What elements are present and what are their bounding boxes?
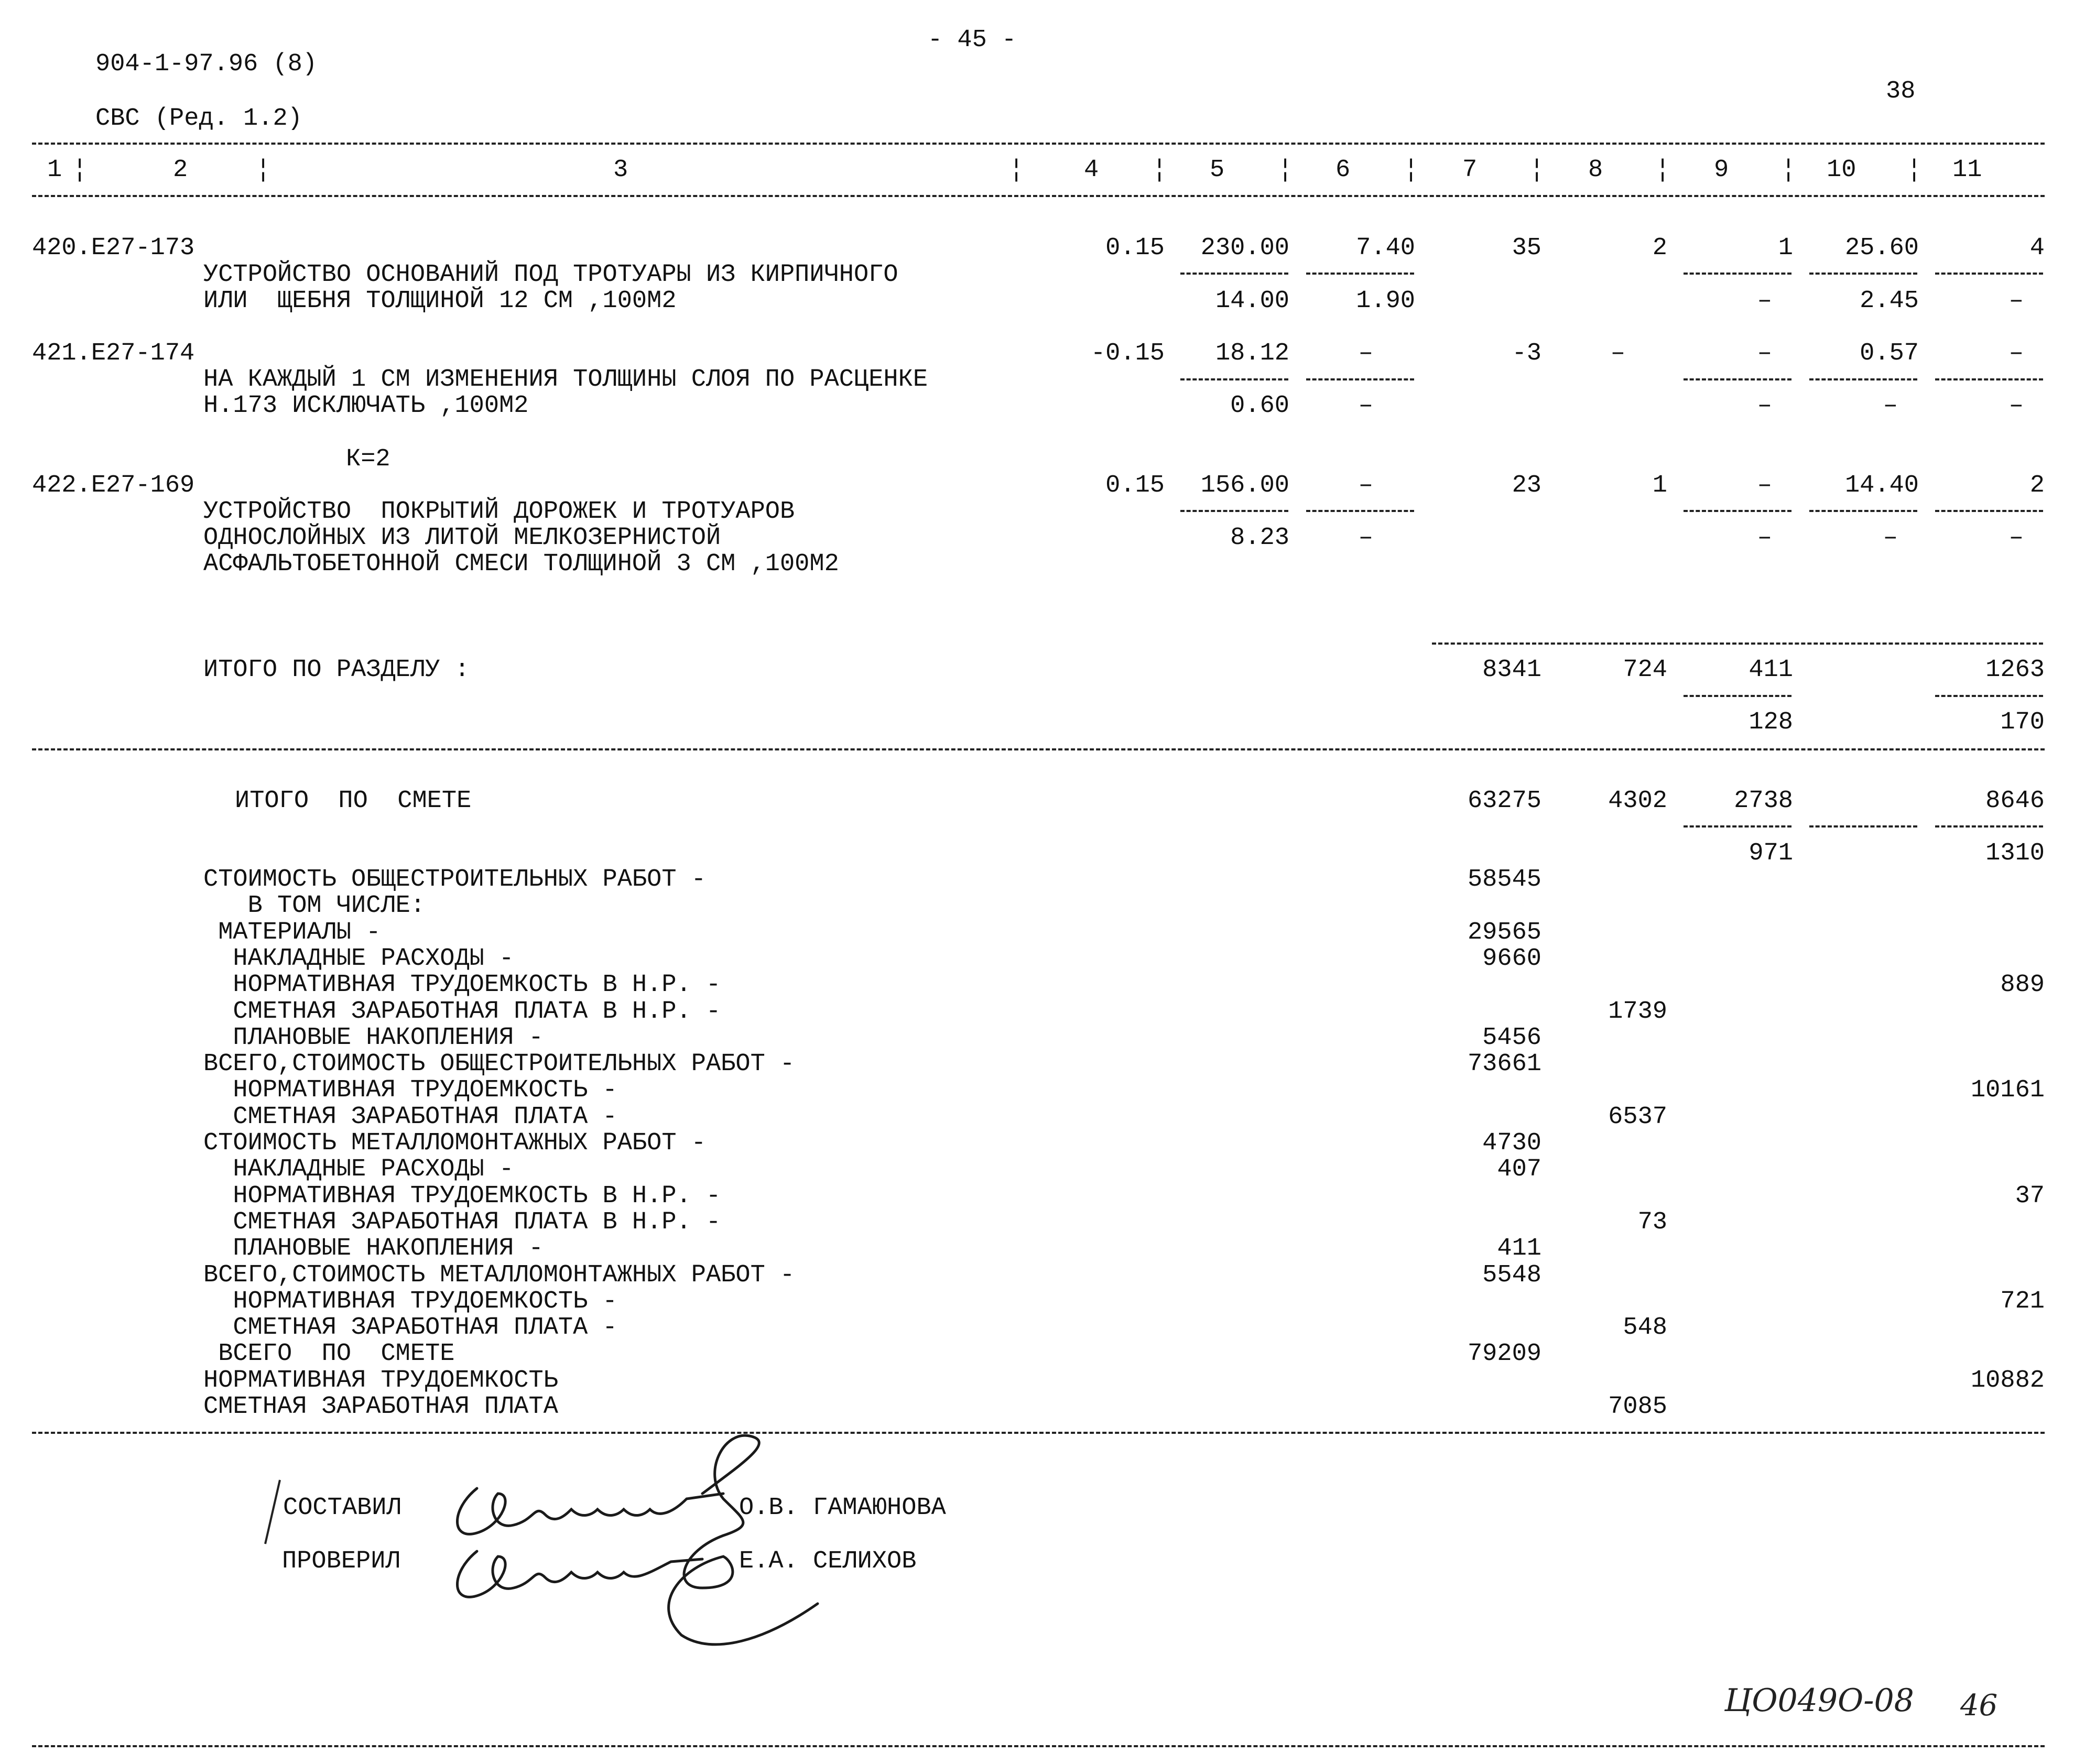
- summary-cell-c8: 6537: [1608, 1103, 1667, 1131]
- summary-label: ВСЕГО,СТОИМОСТЬ МЕТАЛЛОМОНТАЖНЫХ РАБОТ -: [203, 1261, 795, 1289]
- summary-label: СМЕТНАЯ ЗАРАБОТНАЯ ПЛАТА В Н.Р. -: [203, 998, 721, 1026]
- col-1: 1: [47, 156, 62, 184]
- col-11: 11: [1952, 156, 1982, 184]
- row-desc-line: ОДНОСЛОЙНЫХ ИЗ ЛИТОЙ МЕЛКОЗЕРНИСТОЙ: [203, 524, 721, 552]
- cell-c11b: 170: [2000, 709, 2045, 736]
- section-total-label: ИТОГО ПО РАЗДЕЛУ :: [203, 656, 470, 684]
- summary-cell-c7: 5456: [1482, 1024, 1541, 1052]
- col-9: 9: [1714, 156, 1729, 184]
- cell-c9: 1: [1778, 234, 1793, 262]
- summary-cell-c7: 5548: [1482, 1261, 1541, 1289]
- signature-image: [430, 1431, 828, 1656]
- cell-c7: 8341: [1482, 656, 1541, 684]
- signature-slash: [262, 1478, 283, 1546]
- summary-cell-c11: 10882: [1970, 1367, 2045, 1395]
- col-sep: ¦: [1655, 156, 1670, 184]
- col-10: 10: [1827, 156, 1856, 184]
- summary-label: ПЛАНОВЫЕ НАКОПЛЕНИЯ -: [203, 1235, 544, 1262]
- summary-label: СМЕТНАЯ ЗАРАБОТНАЯ ПЛАТА: [203, 1393, 558, 1421]
- header-rule-bottom: [32, 195, 2045, 197]
- col-sep: ¦: [1152, 156, 1167, 184]
- row-code: 420.Е27-173: [32, 234, 195, 262]
- footer-rule: [32, 1745, 2045, 1747]
- summary-rule: [32, 1432, 2045, 1434]
- summary-cell-c8: 1739: [1608, 998, 1667, 1026]
- cell-c9b: 971: [1749, 840, 1793, 867]
- coefficient-note: К=2: [346, 445, 390, 473]
- cell-c10: 14.40: [1844, 472, 1919, 499]
- cell-c9: 2738: [1734, 787, 1793, 815]
- document-code: 904-1-97.96 (8): [95, 50, 318, 78]
- cell-c7: 35: [1512, 234, 1541, 262]
- cell-c6b: 1.90: [1356, 287, 1415, 315]
- cell-c8: –: [1610, 340, 1625, 367]
- summary-cell-c7: 79209: [1467, 1340, 1541, 1368]
- row-code: 421.Е27-174: [32, 340, 195, 367]
- cell-c5b: 8.23: [1230, 524, 1289, 552]
- summary-label: В ТОМ ЧИСЛЕ:: [203, 892, 426, 920]
- cell-c4: 0.15: [1105, 234, 1165, 262]
- summary-cell-c11: 721: [2000, 1288, 2045, 1315]
- summary-cell-c7: 411: [1497, 1235, 1541, 1262]
- cell-c5b: 14.00: [1215, 287, 1289, 315]
- cell-c10b: –: [1883, 524, 1898, 552]
- col-sep: ¦: [1907, 156, 1922, 184]
- cell-c4: 0.15: [1105, 472, 1165, 499]
- summary-cell-c11: 889: [2000, 971, 2045, 999]
- summary-label: НОРМАТИВНАЯ ТРУДОЕМКОСТЬ: [203, 1367, 558, 1395]
- summary-cell-c7: 73661: [1467, 1050, 1541, 1078]
- cell-c8: 2: [1652, 234, 1667, 262]
- cell-c9: 411: [1749, 656, 1793, 684]
- summary-label: СМЕТНАЯ ЗАРАБОТНАЯ ПЛАТА -: [203, 1314, 617, 1342]
- cell-c11b: –: [2008, 524, 2024, 552]
- row-code: 422.Е27-169: [32, 472, 195, 499]
- cell-c11: –: [2008, 340, 2024, 367]
- col-2: 2: [173, 156, 188, 184]
- summary-label: НАКЛАДНЫЕ РАСХОДЫ -: [203, 1156, 514, 1183]
- cell-c11: 4: [2029, 234, 2045, 262]
- cell-c6b: –: [1358, 392, 1373, 420]
- col-8: 8: [1588, 156, 1603, 184]
- summary-label: НОРМАТИВНАЯ ТРУДОЕМКОСТЬ -: [203, 1076, 617, 1104]
- cell-c8: 724: [1623, 656, 1667, 684]
- col-5: 5: [1210, 156, 1225, 184]
- summary-label: МАТЕРИАЛЫ -: [203, 919, 381, 946]
- cell-c5: 18.12: [1215, 340, 1289, 367]
- cell-c8: 1: [1652, 472, 1667, 499]
- col-sep: ¦: [1404, 156, 1419, 184]
- cell-c11b: –: [2008, 392, 2024, 420]
- summary-cell-c8: 7085: [1608, 1393, 1667, 1421]
- page-number: - 45 -: [928, 26, 1017, 54]
- cell-c11: 2: [2029, 472, 2045, 499]
- summary-label: НОРМАТИВНАЯ ТРУДОЕМКОСТЬ В Н.Р. -: [203, 971, 721, 999]
- summary-cell-c7: 58545: [1467, 866, 1541, 894]
- cell-c11: 1263: [1985, 656, 2045, 684]
- estimate-total-label: ИТОГО ПО СМЕТЕ: [235, 787, 472, 815]
- col-sep: ¦: [256, 156, 271, 184]
- cell-c10b: –: [1883, 392, 1898, 420]
- header-rule-top: [32, 143, 2045, 145]
- summary-label: НОРМАТИВНАЯ ТРУДОЕМКОСТЬ -: [203, 1288, 617, 1315]
- summary-label: СМЕТНАЯ ЗАРАБОТНАЯ ПЛАТА -: [203, 1103, 617, 1131]
- summary-cell-c11: 10161: [1970, 1076, 2045, 1104]
- cell-c8: 4302: [1608, 787, 1667, 815]
- cell-c10b: 2.45: [1860, 287, 1919, 315]
- edition-label: СВС (Ред. 1.2): [95, 105, 302, 133]
- summary-label: ПЛАНОВЫЕ НАКОПЛЕНИЯ -: [203, 1024, 544, 1052]
- cell-c9b: 128: [1749, 709, 1793, 736]
- summary-cell-c11: 37: [2015, 1182, 2045, 1210]
- row-desc-line: УСТРОЙСТВО ОСНОВАНИЙ ПОД ТРОТУАРЫ ИЗ КИРПИЧНОГО: [203, 261, 898, 289]
- cell-c11b: 1310: [1985, 840, 2045, 867]
- cell-c10: 25.60: [1844, 234, 1919, 262]
- summary-cell-c8: 73: [1637, 1208, 1667, 1236]
- cell-c9b: –: [1757, 287, 1772, 315]
- cell-c6: –: [1358, 340, 1373, 367]
- row-desc-line: АСФАЛЬТОБЕТОННОЙ СМЕСИ ТОЛЩИНОЙ 3 СМ ,100М2: [203, 550, 839, 578]
- handwritten-code: ЦО049О-08: [1724, 1682, 1914, 1719]
- col-sep: ¦: [1781, 156, 1796, 184]
- cell-c9: –: [1757, 472, 1772, 499]
- cell-c6b: –: [1358, 524, 1373, 552]
- cell-c7: 23: [1512, 472, 1541, 499]
- summary-label: СМЕТНАЯ ЗАРАБОТНАЯ ПЛАТА В Н.Р. -: [203, 1208, 721, 1236]
- checked-label: ПРОВЕРИЛ: [282, 1548, 400, 1575]
- composed-label: СОСТАВИЛ: [283, 1494, 401, 1522]
- summary-cell-c7: 9660: [1482, 945, 1541, 973]
- col-3: 3: [613, 156, 628, 184]
- checked-name: Е.А. СЕЛИХОВ: [739, 1548, 917, 1575]
- row-desc-line: ИЛИ ЩЕБНЯ ТОЛЩИНОЙ 12 СМ ,100М2: [203, 287, 677, 315]
- cell-c7: -3: [1512, 340, 1541, 367]
- summary-label: ВСЕГО,СТОИМОСТЬ ОБЩЕСТРОИТЕЛЬНЫХ РАБОТ -: [203, 1050, 795, 1078]
- summary-cell-c7: 407: [1497, 1156, 1541, 1183]
- cell-c6: 7.40: [1356, 234, 1415, 262]
- col-7: 7: [1462, 156, 1478, 184]
- row-desc-line: УСТРОЙСТВО ПОКРЫТИЙ ДОРОЖЕК И ТРОТУАРОВ: [203, 498, 795, 526]
- section-rule: [32, 748, 2045, 750]
- row-desc-line: НА КАЖДЫЙ 1 СМ ИЗМЕНЕНИЯ ТОЛЩИНЫ СЛОЯ ПО РАСЦЕНКЕ: [203, 366, 928, 394]
- summary-label: СТОИМОСТЬ ОБЩЕСТРОИТЕЛЬНЫХ РАБОТ -: [203, 866, 706, 894]
- cell-c9b: –: [1757, 392, 1772, 420]
- col-4: 4: [1084, 156, 1099, 184]
- cell-c11b: –: [2008, 287, 2024, 315]
- summary-cell-c7: 4730: [1482, 1129, 1541, 1157]
- cell-c6: –: [1358, 472, 1373, 499]
- sheet-number: 38: [1886, 78, 1916, 105]
- col-sep: ¦: [72, 156, 88, 184]
- col-sep: ¦: [1278, 156, 1293, 184]
- col-sep: ¦: [1009, 156, 1024, 184]
- cell-c9b: –: [1757, 524, 1772, 552]
- cell-c11: 8646: [1985, 787, 2045, 815]
- summary-cell-c8: 548: [1623, 1314, 1667, 1342]
- col-sep: ¦: [1529, 156, 1545, 184]
- cell-c10: 0.57: [1860, 340, 1919, 367]
- cell-c4: -0.15: [1090, 340, 1165, 367]
- summary-label: СТОИМОСТЬ МЕТАЛЛОМОНТАЖНЫХ РАБОТ -: [203, 1129, 706, 1157]
- handwritten-page: 46: [1960, 1689, 1998, 1723]
- row-desc-line: Н.173 ИСКЛЮЧАТЬ ,100М2: [203, 392, 529, 420]
- cell-c5b: 0.60: [1230, 392, 1289, 420]
- cell-c5: 156.00: [1200, 472, 1289, 499]
- summary-label: ВСЕГО ПО СМЕТЕ: [203, 1340, 455, 1368]
- summary-cell-c7: 29565: [1467, 919, 1541, 946]
- cell-c7: 63275: [1467, 787, 1541, 815]
- summary-label: НОРМАТИВНАЯ ТРУДОЕМКОСТЬ В Н.Р. -: [203, 1182, 721, 1210]
- col-6: 6: [1335, 156, 1351, 184]
- cell-c5: 230.00: [1200, 234, 1289, 262]
- composed-name: О.В. ГАМАЮНОВА: [739, 1494, 946, 1522]
- cell-c9: –: [1757, 340, 1772, 367]
- summary-label: НАКЛАДНЫЕ РАСХОДЫ -: [203, 945, 514, 973]
